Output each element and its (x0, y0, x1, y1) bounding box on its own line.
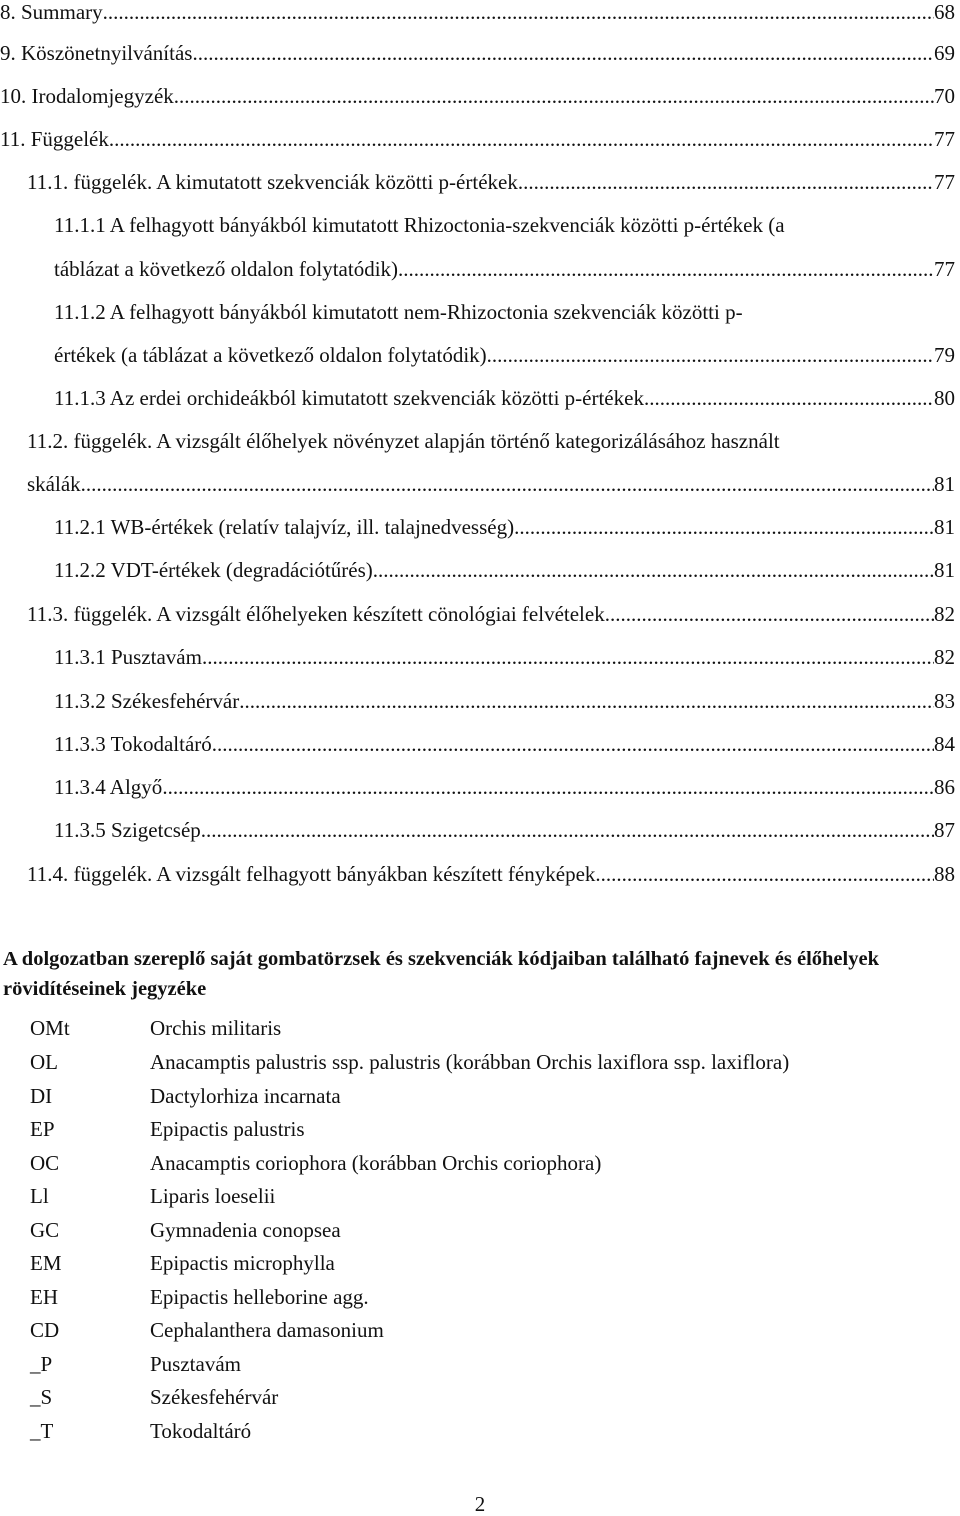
toc-entry-page: 77 (934, 257, 955, 281)
abbreviation-name: Tokodaltáró (150, 1419, 252, 1443)
abbreviation-code: EP (30, 1117, 55, 1141)
toc-entry-appendix-11-3[interactable] (27, 602, 955, 626)
toc-entry-page: 86 (934, 775, 955, 799)
abbreviation-name: Pusztavám (150, 1352, 241, 1376)
toc-entry-text: 10. Irodalomjegyzék (0, 84, 174, 108)
leader-dots (605, 602, 934, 626)
abbreviation-code: Ll (30, 1184, 49, 1208)
leader-dots (174, 84, 934, 108)
abbreviation-code: DI (30, 1084, 53, 1108)
toc-entry-text: 11.4. függelék. A vizsgált felhagyott bányákban készített fényképek. (27, 862, 601, 886)
abbreviation-code: EM (30, 1251, 62, 1275)
toc-entry-text: értékek (a táblázat a következő oldalon folytatódik). (54, 343, 492, 367)
abbreviation-code: OC (30, 1151, 60, 1175)
toc-entry-page: 87 (934, 818, 955, 842)
toc-entry-appendix-11-1-2-line2[interactable] (54, 343, 955, 367)
toc-entry-appendix[interactable] (0, 127, 955, 151)
abbreviation-name: Orchis militaris (150, 1016, 282, 1040)
toc-entry-page: 82 (934, 645, 955, 669)
abbreviation-code: _P (30, 1352, 53, 1376)
leader-dots (601, 862, 934, 886)
abbreviation-code: GC (30, 1218, 60, 1242)
leader-dots (649, 386, 934, 410)
toc-entry-appendix-11-2-2[interactable] (54, 558, 955, 582)
toc-entry-text: 11.1.3 Az erdei orchideákból kimutatott szekvenciák közötti p-értékek. (54, 386, 650, 410)
leader-dots (492, 343, 934, 367)
leader-dots (162, 775, 934, 799)
toc-entry-page: 69 (934, 41, 955, 65)
abbreviation-code: OL (30, 1050, 58, 1074)
toc-entry-text: 11.3.3 Tokodaltáró (54, 732, 212, 756)
abbreviation-name: Székesfehérvár (150, 1385, 279, 1409)
toc-entry-appendix-11-3-5[interactable] (54, 818, 955, 842)
leader-dots (373, 558, 934, 582)
toc-entry-page: 88 (934, 862, 955, 886)
abbreviation-name: Cephalanthera damasonium (150, 1318, 384, 1342)
abbreviation-name: Gymnadenia conopsea (150, 1218, 341, 1242)
toc-entry-page: 77 (934, 170, 955, 194)
toc-entry-appendix-11-3-2[interactable] (54, 689, 955, 713)
toc-entry-acknowledgements[interactable] (0, 41, 955, 65)
toc-entry-page: 79 (934, 343, 955, 367)
abbreviations-heading: A dolgozatban szereplő saját gombatörzsek és szekvenciák kódjaiban található fajnevek és élőhelyek rövidítéseinek jegyzéke (3, 948, 879, 1000)
toc-entry-page: 82 (934, 602, 955, 626)
toc-entry-text: skálák (27, 472, 81, 496)
leader-dots (202, 645, 934, 669)
leader-dots (109, 127, 934, 151)
toc-entry-text: 11.3.5 Szigetcsép (54, 818, 201, 842)
abbreviation-name: Anacamptis palustris ssp. palustris (korábban Orchis laxiflora ssp. laxiflora) (150, 1050, 790, 1074)
toc-entry-appendix-11-1-1-line2[interactable] (54, 257, 955, 281)
toc-entry-page: 84 (934, 732, 955, 756)
page-number: 2 (474, 1492, 486, 1516)
abbreviation-name: Epipactis microphylla (150, 1251, 335, 1275)
toc-entry-text: 11.3.2 Székesfehérvár (54, 689, 240, 713)
toc-entry-appendix-11-3-1[interactable] (54, 645, 955, 669)
toc-entry-text: 11.3.1 Pusztavám (54, 645, 202, 669)
leader-dots (514, 515, 934, 539)
abbreviation-code: _S (30, 1385, 53, 1409)
toc-entry-page: 77 (934, 127, 955, 151)
toc-entry-appendix-11-2-line2[interactable] (27, 472, 955, 496)
abbreviation-name: Liparis loeselii (150, 1184, 276, 1208)
toc-entry-text: 11. Függelék (0, 127, 109, 151)
abbreviation-code: _T (30, 1419, 54, 1443)
abbreviation-name: Epipactis helleborine agg. (150, 1285, 369, 1309)
toc-entry-text: 11.2.1 WB-értékek (relatív talajvíz, ill. talajnedvesség) (54, 515, 515, 539)
toc-entry-page: 68 (934, 0, 955, 24)
abbreviation-name: Anacamptis coriophora (korábban Orchis coriophora) (150, 1151, 602, 1175)
toc-entry-page: 81 (934, 472, 955, 496)
leader-dots (192, 41, 934, 65)
leader-dots (103, 0, 934, 24)
toc-entry-text: 11.3.4 Algyő (54, 775, 163, 799)
toc-entry-appendix-11-3-3[interactable] (54, 732, 955, 756)
leader-dots (239, 689, 934, 713)
toc-entry-references[interactable] (0, 84, 955, 108)
leader-dots (81, 472, 934, 496)
toc-entry-text: 8. Summary (0, 0, 103, 24)
toc-entry-text: 9. Köszönetnyilvánítás (0, 41, 193, 65)
toc-entry-appendix-11-2-1[interactable] (54, 515, 955, 539)
toc-entry-appendix-11-4[interactable] (27, 862, 955, 886)
toc-entry-text: 11.1. függelék. A kimutatott szekvenciák közötti p-értékek. (27, 170, 524, 194)
toc-entry-appendix-11-1-3[interactable] (54, 386, 955, 410)
leader-dots (212, 732, 934, 756)
abbreviation-name: Dactylorhiza incarnata (150, 1084, 341, 1108)
toc-entry-page: 81 (934, 515, 955, 539)
abbreviation-code: CD (30, 1318, 60, 1342)
toc-entry-appendix-11-3-4[interactable] (54, 775, 955, 799)
abbreviation-name: Epipactis palustris (150, 1117, 305, 1141)
leader-dots (523, 170, 934, 194)
leader-dots (201, 818, 934, 842)
toc-entry-text: táblázat a következő oldalon folytatódik). (54, 257, 404, 281)
toc-entry-page: 83 (934, 689, 955, 713)
toc-entry-page: 80 (934, 386, 955, 410)
toc-entry-appendix-11-1-1-line1[interactable]: 11.1.1 A felhagyott bányákból kimutatott Rhizoctonia-szekvenciák közötti p-értékek (a (54, 213, 785, 237)
toc-entry-text: 11.2.2 VDT-értékek (degradációtűrés) (54, 558, 373, 582)
abbreviation-code: EH (30, 1285, 58, 1309)
toc-entry-appendix-11-2-line1[interactable]: 11.2. függelék. A vizsgált élőhelyek növényzet alapján történő kategorizálásához használt (27, 429, 780, 453)
toc-entry-page: 70 (934, 84, 955, 108)
toc-entry-page: 81 (934, 558, 955, 582)
toc-entry-appendix-11-1-2-line1[interactable]: 11.1.2 A felhagyott bányákból kimutatott nem-Rhizoctonia szekvenciák közötti p- (54, 300, 743, 324)
abbreviation-code: OMt (30, 1016, 70, 1040)
leader-dots (403, 257, 934, 281)
toc-entry-summary[interactable] (0, 0, 955, 24)
toc-entry-appendix-11-1[interactable] (27, 170, 955, 194)
toc-entry-text: 11.3. függelék. A vizsgált élőhelyeken készített cönológiai felvételek (27, 602, 605, 626)
